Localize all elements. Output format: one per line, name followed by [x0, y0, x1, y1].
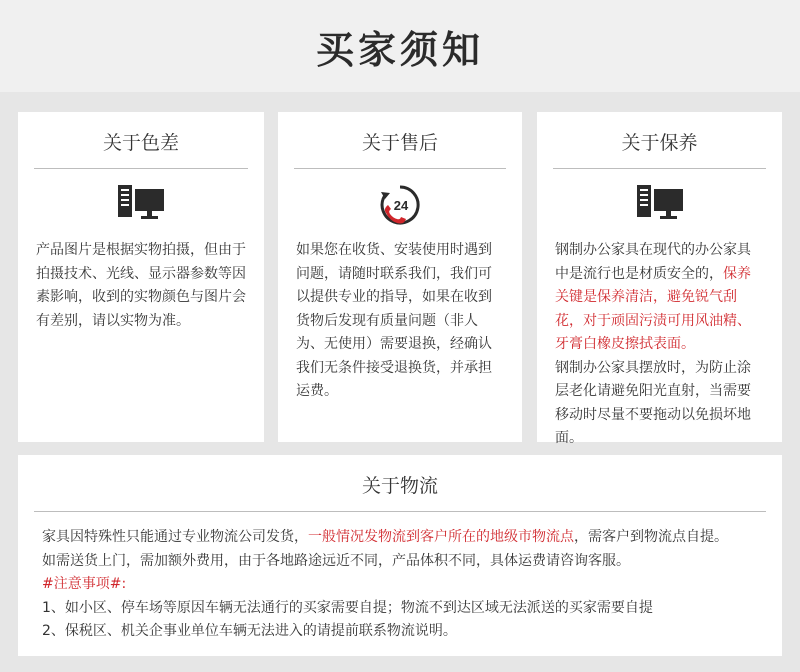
card-title: 关于物流 [361, 475, 438, 497]
card-body [18, 512, 782, 644]
logistics-line-1: 家具因特殊性只能通过专业物流公司发货，一般情况发物流到客户所在的地级市物流点，需客户到物流点自提。 [42, 529, 728, 545]
card-title: 关于色差 [102, 132, 179, 154]
card-title: 关于售后 [361, 132, 438, 154]
page-header [0, 0, 800, 92]
computer-icon [116, 183, 166, 227]
card-body: 产品图片是根据实物拍摄，但由于拍摄技术、光线、显示器参数等因素影响，收到的实物颜色与图片会有差别，请以实物为准。 [36, 242, 246, 329]
24h-label: 24 [393, 198, 409, 213]
notice-item-2: 2、保税区、机关企事业单位车辆无法进入的请提前联系物流说明。 [42, 623, 457, 639]
logistics-card [18, 455, 782, 656]
care-text: 钢制办公家具在现代的办公家具中是流行也是材质安全的， [555, 242, 751, 282]
page-title: 买家须知 [315, 27, 484, 72]
divider [553, 168, 766, 169]
card-body [537, 227, 782, 451]
divider [294, 168, 506, 169]
divider [34, 168, 248, 169]
after-sales-card [278, 112, 522, 442]
logistics-highlight: 一般情况发物流到客户所在的地级市物流点 [308, 529, 574, 545]
notice-heading: #注意事项#: [42, 576, 127, 592]
card-body: 如果您在收货、安装使用时遇到问题，请随时联系我们，我们可以提供专业的指导，如果在收到货物后发现有质量问题（非人为、无使用）需要退换，经确认我们无条件接受退换货，并承担运费。 [296, 242, 492, 399]
computer-icon [635, 183, 685, 227]
notice-item-1: 1、如小区、停车场等原因车辆无法通行的买家需要自提；物流不到达区域无法派送的买家需要自提 [42, 599, 653, 616]
color-difference-card [18, 112, 264, 442]
maintenance-card [537, 112, 782, 446]
card-title: 关于保养 [621, 132, 698, 154]
care-highlight: 保养关键是保养清洁，避免锐气刮花，对于顽固污渍可用风油精、牙膏白橡皮擦拭表面。 [555, 265, 751, 352]
24h-phone-icon [378, 183, 422, 227]
logistics-line-2: 如需送货上门，需加额外费用，由于各地路途远近不同，产品体积不同，具体运费请咨询客服。 [42, 552, 630, 569]
care-text-2: 钢制办公家具摆放时，为防止涂层老化请避免阳光直射，当需要移动时尽量不要拖动以免损坏地面。 [555, 359, 751, 446]
